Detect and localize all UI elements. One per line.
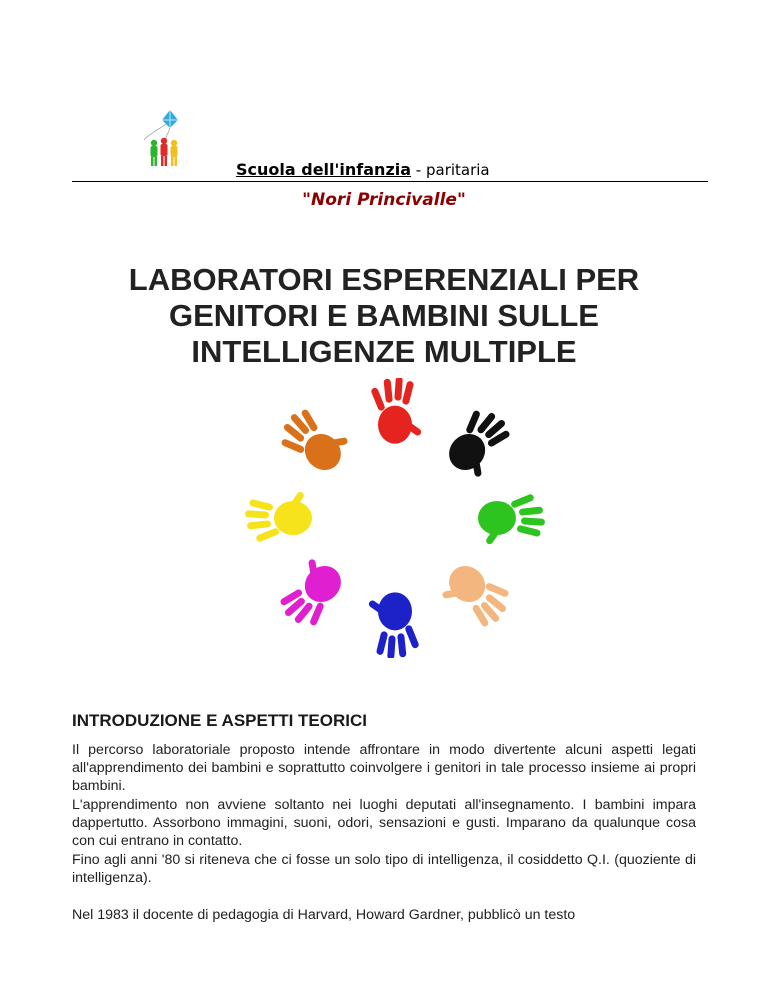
handprint-icon [269, 551, 353, 635]
section-heading: INTRODUZIONE E ASPETTI TEORICI [72, 711, 367, 730]
children-figures-icon [151, 138, 178, 166]
handprint-icon [434, 553, 518, 637]
title-line: GENITORI E BAMBINI SULLE [168, 298, 599, 333]
colored-handprints-illustration [230, 378, 560, 658]
title-line: INTELLIGENZE MULTIPLE [191, 334, 577, 369]
header-divider [72, 181, 708, 182]
handprint-icon [478, 493, 545, 545]
handprint-icon [370, 378, 422, 444]
handprint-icon [436, 400, 520, 484]
school-logo [140, 108, 192, 170]
school-header [236, 160, 490, 179]
school-type: - paritaria [411, 161, 490, 179]
school-nickname: "Nori Princivalle" [302, 190, 466, 210]
handprint-icon [245, 491, 312, 543]
paragraph: L'apprendimento non avviene soltanto nei luoghi deputati all'insegnamento. I bambini impara dappertutto. Assorbono immagini, suoni, odori, sensazioni e gusti. Imparano da qualunque cosa con cui entrano in contatto. [72, 797, 696, 849]
title-line: LABORATORI ESPERENZIALI PER [128, 262, 640, 297]
paragraph: Nel 1983 il docente di pedagogia di Harvard, Howard Gardner, pubblicò un testo [72, 907, 576, 923]
document-title [90, 262, 678, 370]
paragraph: Fino agli anni '80 si riteneva che ci fosse un solo tipo di intelligenza, il cosiddetto Q.I. (quoziente di intelligenza). [72, 852, 696, 886]
handprint-icon [368, 592, 420, 658]
paragraph: Il percorso laboratoriale proposto intende affrontare in modo divertente alcuni aspetti legati all'apprendimento dei bambini e soprattutto coinvolgere i genitori in tale processo insieme ai propri bambini. [72, 742, 696, 794]
school-name: Scuola dell'infanzia [236, 160, 412, 179]
handprint-icon [271, 398, 355, 482]
